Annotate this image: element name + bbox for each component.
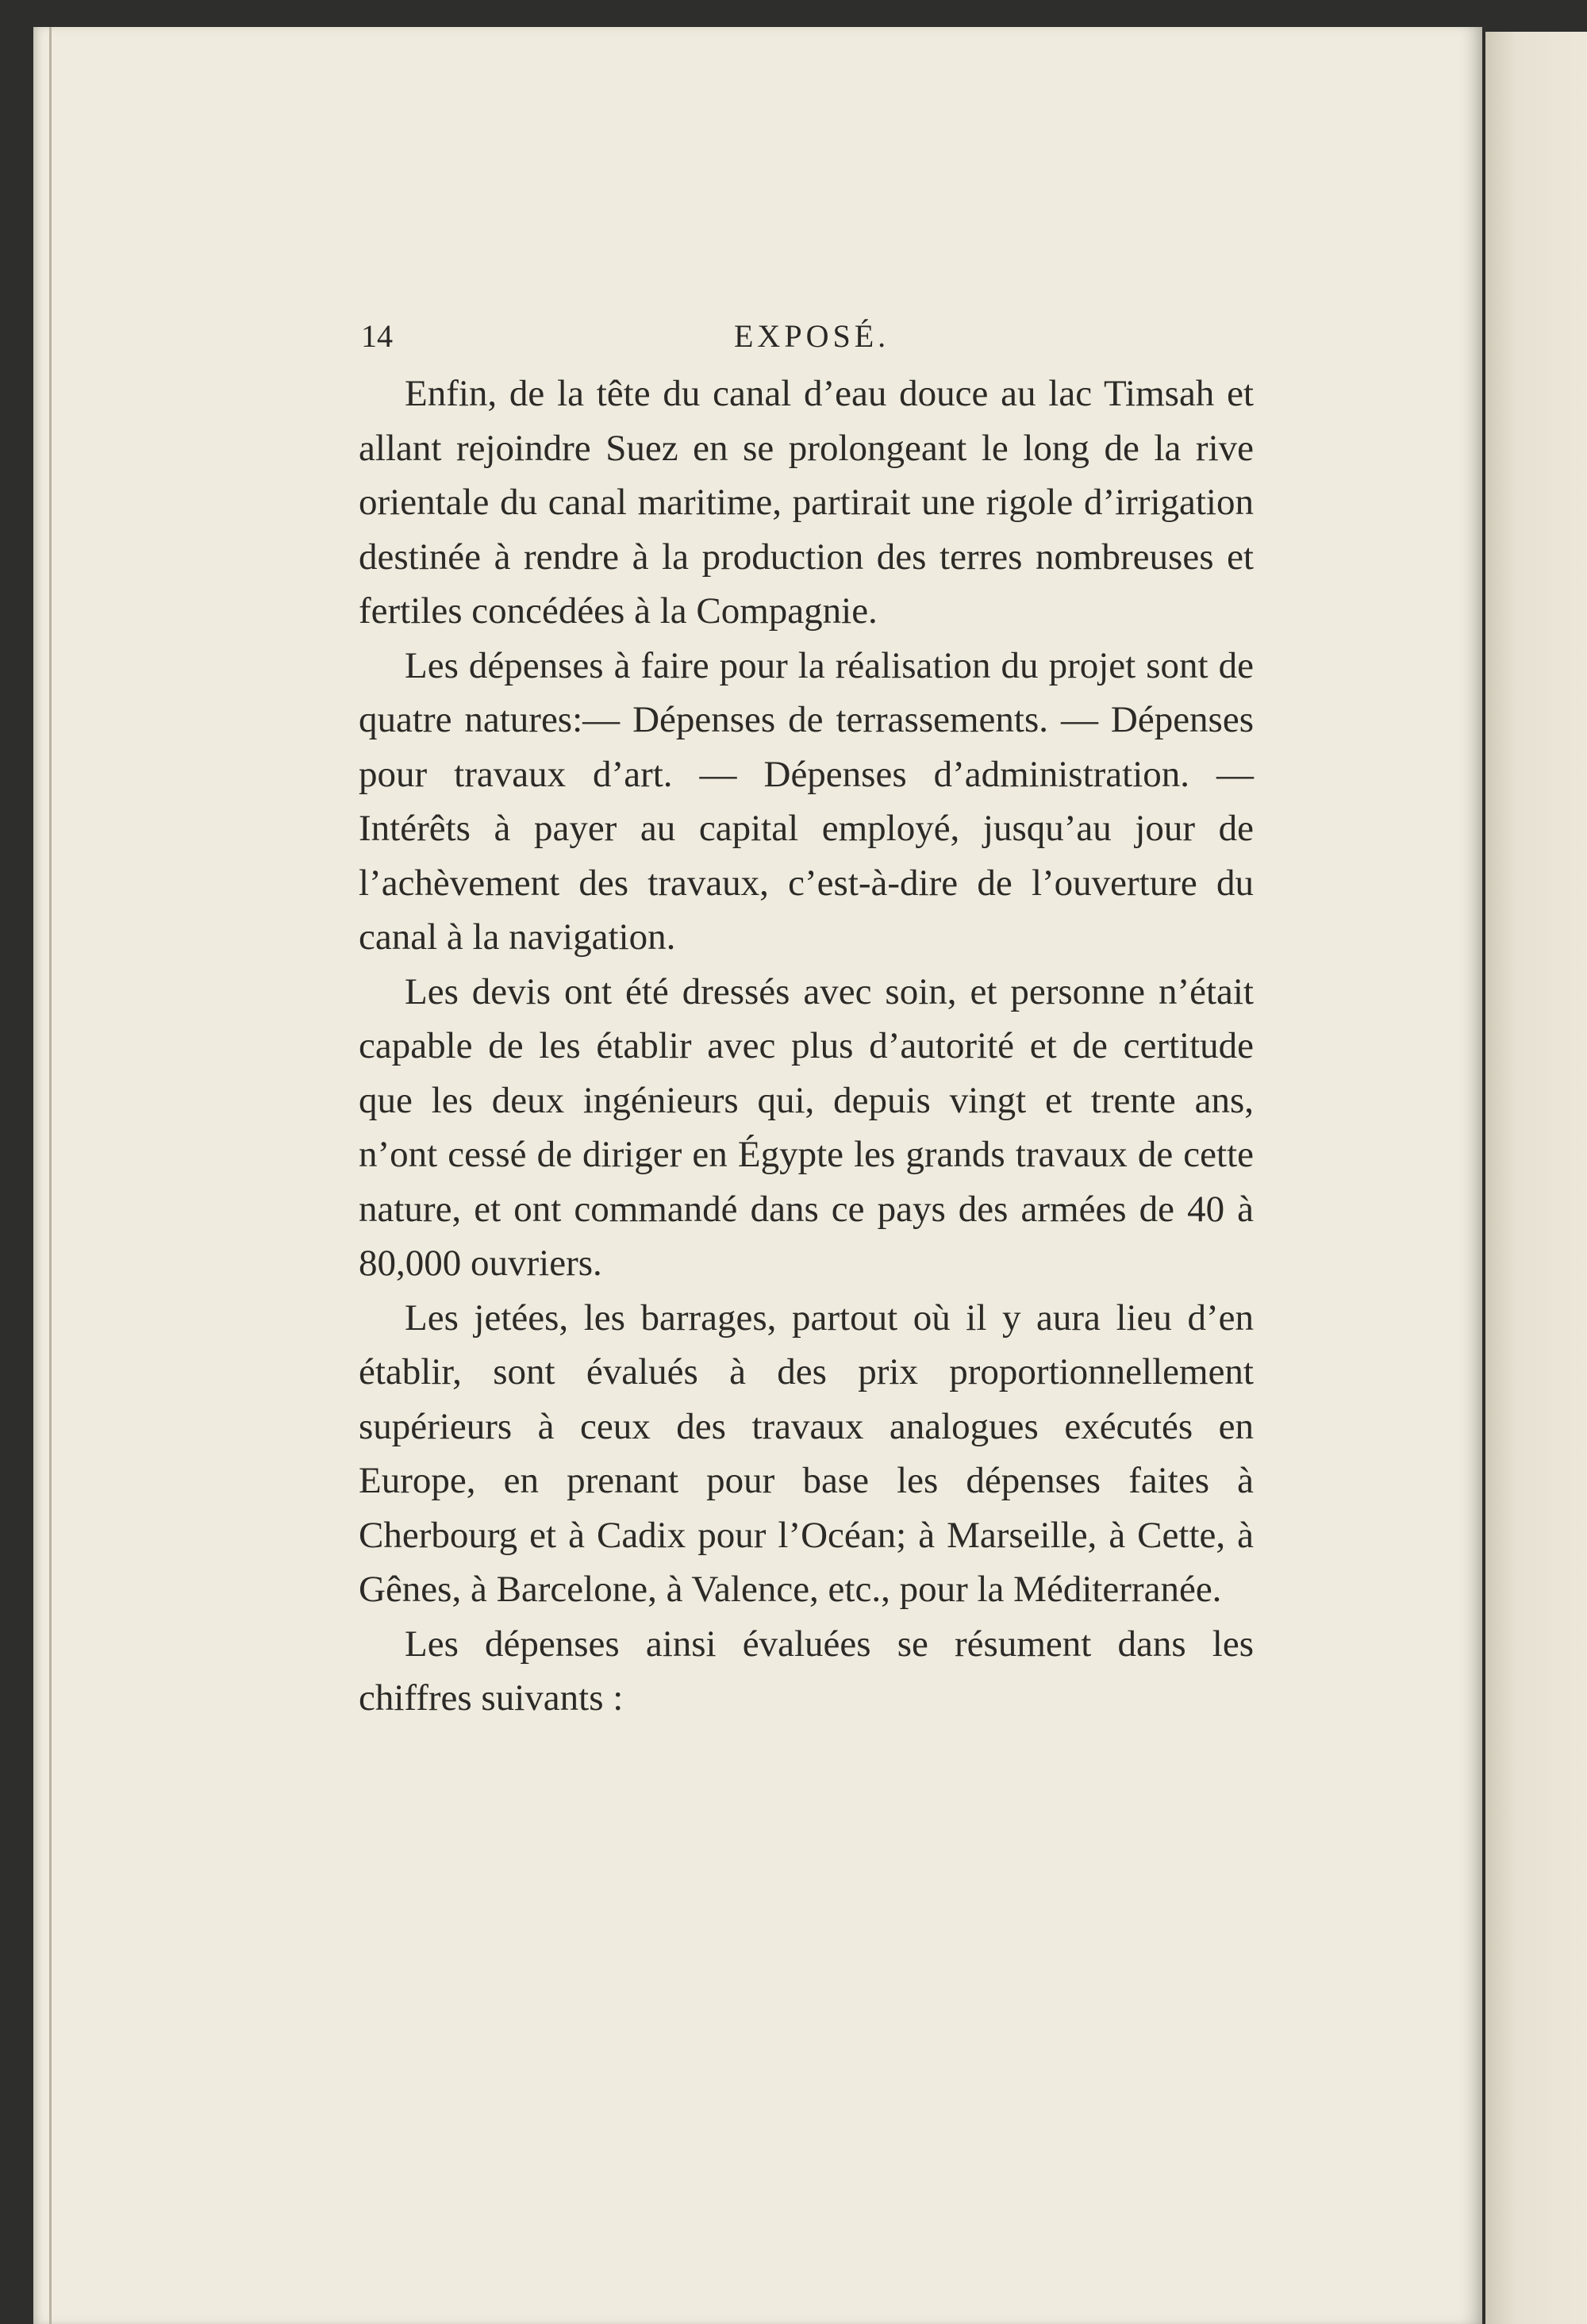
paragraph: Enfin, de la tête du canal d’eau douce au lac Timsah et allant rejoindre Suez en se prolongeant le long de la rive orientale du canal maritime, partirait une rigole d’irrigation destinée à rendre à la production des terres nombreuses et fertiles concédées à la Compagnie. [359, 373, 1254, 632]
running-head [361, 317, 1250, 365]
paragraph: Les jetées, les barrages, partout où il y aura lieu d’en établir, sont évalués à des prix proportionnellement supérieurs à ceux des travaux analogues exécutés en Europe, en prenant pour base les dépenses faites à Cherbourg et à Cadix pour l’Océan; à Marseille, à Cette, à Gênes, à Barcelone, à Valence, etc., pour la Méditerranée. [359, 1296, 1254, 1610]
running-title: EXPOSÉ. [734, 318, 890, 354]
body-text [359, 367, 1254, 1726]
page-gutter-line [49, 27, 52, 2324]
paragraph: Les dépenses ainsi évaluées se résument dans les chiffres suivants : [359, 1623, 1254, 1719]
page-number: 14 [361, 318, 393, 354]
paragraph: Les devis ont été dressés avec soin, et personne n’était capable de les établir avec plus d’autorité et de certitude que les deux ingénieurs qui, depuis vingt et trente ans, n’ont cessé de diriger en Égypte les grands travaux de cette nature, et ont commandé dans ce pays des armées de 40 à 80,000 ouvriers. [359, 970, 1254, 1284]
next-page-edge [1485, 32, 1587, 2324]
paragraph: Les dépenses à faire pour la réalisation du projet sont de quatre natures:— Dépenses de terrassements. — Dépenses pour travaux d’art. — Dépenses d’administration. — Intérêts à payer au capital employé, jusqu’au jour de l’achèvement des travaux, c’est-à-dire de l’ouverture du canal à la navigation. [359, 644, 1254, 958]
